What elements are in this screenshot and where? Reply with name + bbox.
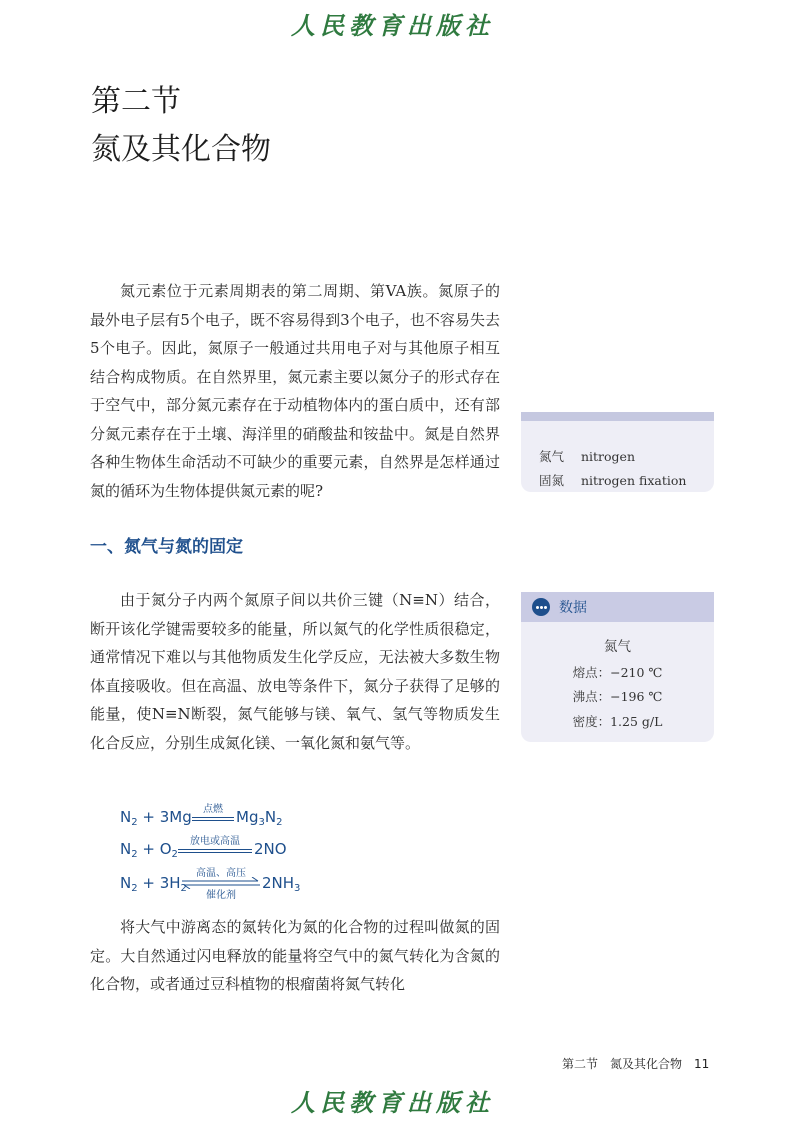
page-footer (562, 1055, 709, 1072)
equals-line (178, 852, 252, 853)
vocab-cn: 氮气 (539, 449, 565, 464)
equation-nitride (120, 800, 420, 830)
publisher-logo-bottom: 人民教育出版社 (291, 1088, 494, 1117)
equation-condition-top: 高温、高压 (196, 868, 246, 879)
equation-condition-top: 放电或高温 (190, 836, 240, 847)
equation-nitric-oxide (120, 832, 420, 862)
publisher-logo-top: 人民教育出版社 (291, 11, 494, 40)
equals-line (178, 849, 252, 850)
paragraph-nitrogen-fixation: 将大气中游离态的氮转化为氮的化合物的过程叫做氮的固定。大自然通过闪电释放的能量将空气中的氮气转化为含氮的化合物，或者通过豆科植物的根瘤菌将氮气转化 (90, 918, 500, 993)
equation-right: $2NH_3$ (262, 874, 301, 894)
data-box-title: 数据 (559, 600, 587, 616)
data-density: 密度：1.25 g/L (572, 714, 663, 729)
paragraph-intro: 氮元素位于元素周期表的第二周期、第VA族。氮原子的最外电子层有5个电子，既不容易得到3个电子，也不容易失去5个电子。因此，氮原子一般通过共用电子对与其他原子相互结合构成物质。在自然界里，氮元素主要以氮分子的形式存在于空气中，部分氮元素存在于动植物体内的蛋白质中，还有部分氮元素存在于土壤、海洋里的硝酸盐和铵盐中。氮是自然界各种生物体生命活动不可缺少的重要元素，自然界是怎样通过氮的循环为生物体提供氮元素的呢? (90, 282, 500, 500)
equation-ammonia (120, 866, 420, 902)
subheading-nitrogen-fixation: 一、氮气与氮的固定 (90, 537, 243, 557)
page-number: 11 (694, 1057, 710, 1071)
equals-line (192, 820, 234, 821)
equation-left: $N_2 + O_2$ (120, 840, 178, 860)
equation-right: 2NO (254, 840, 287, 858)
section-name: 氮及其化合物 (91, 132, 271, 167)
vocabulary-box (521, 412, 714, 492)
data-boiling-point: 沸点：−196 ℃ (572, 689, 663, 704)
data-box-header (521, 592, 714, 622)
section-title (91, 78, 271, 174)
vocab-en: nitrogen fixation (580, 473, 687, 488)
equation-right: $Mg_3N_2$ (236, 808, 283, 828)
data-substance: 氮气 (604, 639, 631, 655)
equation-condition-bottom: 催化剂 (206, 890, 236, 901)
data-box (521, 592, 714, 742)
data-chat-icon (532, 598, 550, 616)
vocab-cn: 固氮 (539, 473, 565, 488)
footer-section: 第二节 氮及其化合物 (562, 1057, 683, 1071)
section-number: 第二节 (91, 84, 181, 119)
data-melting-point: 熔点：−210 ℃ (572, 665, 663, 680)
vocab-row (539, 471, 686, 489)
vocab-en: nitrogen (580, 449, 636, 464)
equation-condition-top: 点燃 (203, 804, 223, 815)
equals-line (192, 817, 234, 818)
paragraph-nitrogen-properties: 由于氮分子内两个氮原子间以共价三键（N≡N）结合，断开该化学键需要较多的能量，所以氮气的化学性质很稳定，通常情况下难以与其他物质发生化学反应，无法被大多数生物体直接吸收。但在高温、放电等条件下，氮分子获得了足够的能量，使N≡N断裂，氮气能够与镁、氧气、氢气等物质发生化合反应，分别生成氮化镁、一氧化氮和氨气等。 (90, 591, 500, 752)
equation-left: $N_2 + 3Mg$ (120, 808, 192, 828)
equation-left: $N_2 + 3H_2$ (120, 874, 187, 894)
vocab-row (539, 447, 635, 465)
